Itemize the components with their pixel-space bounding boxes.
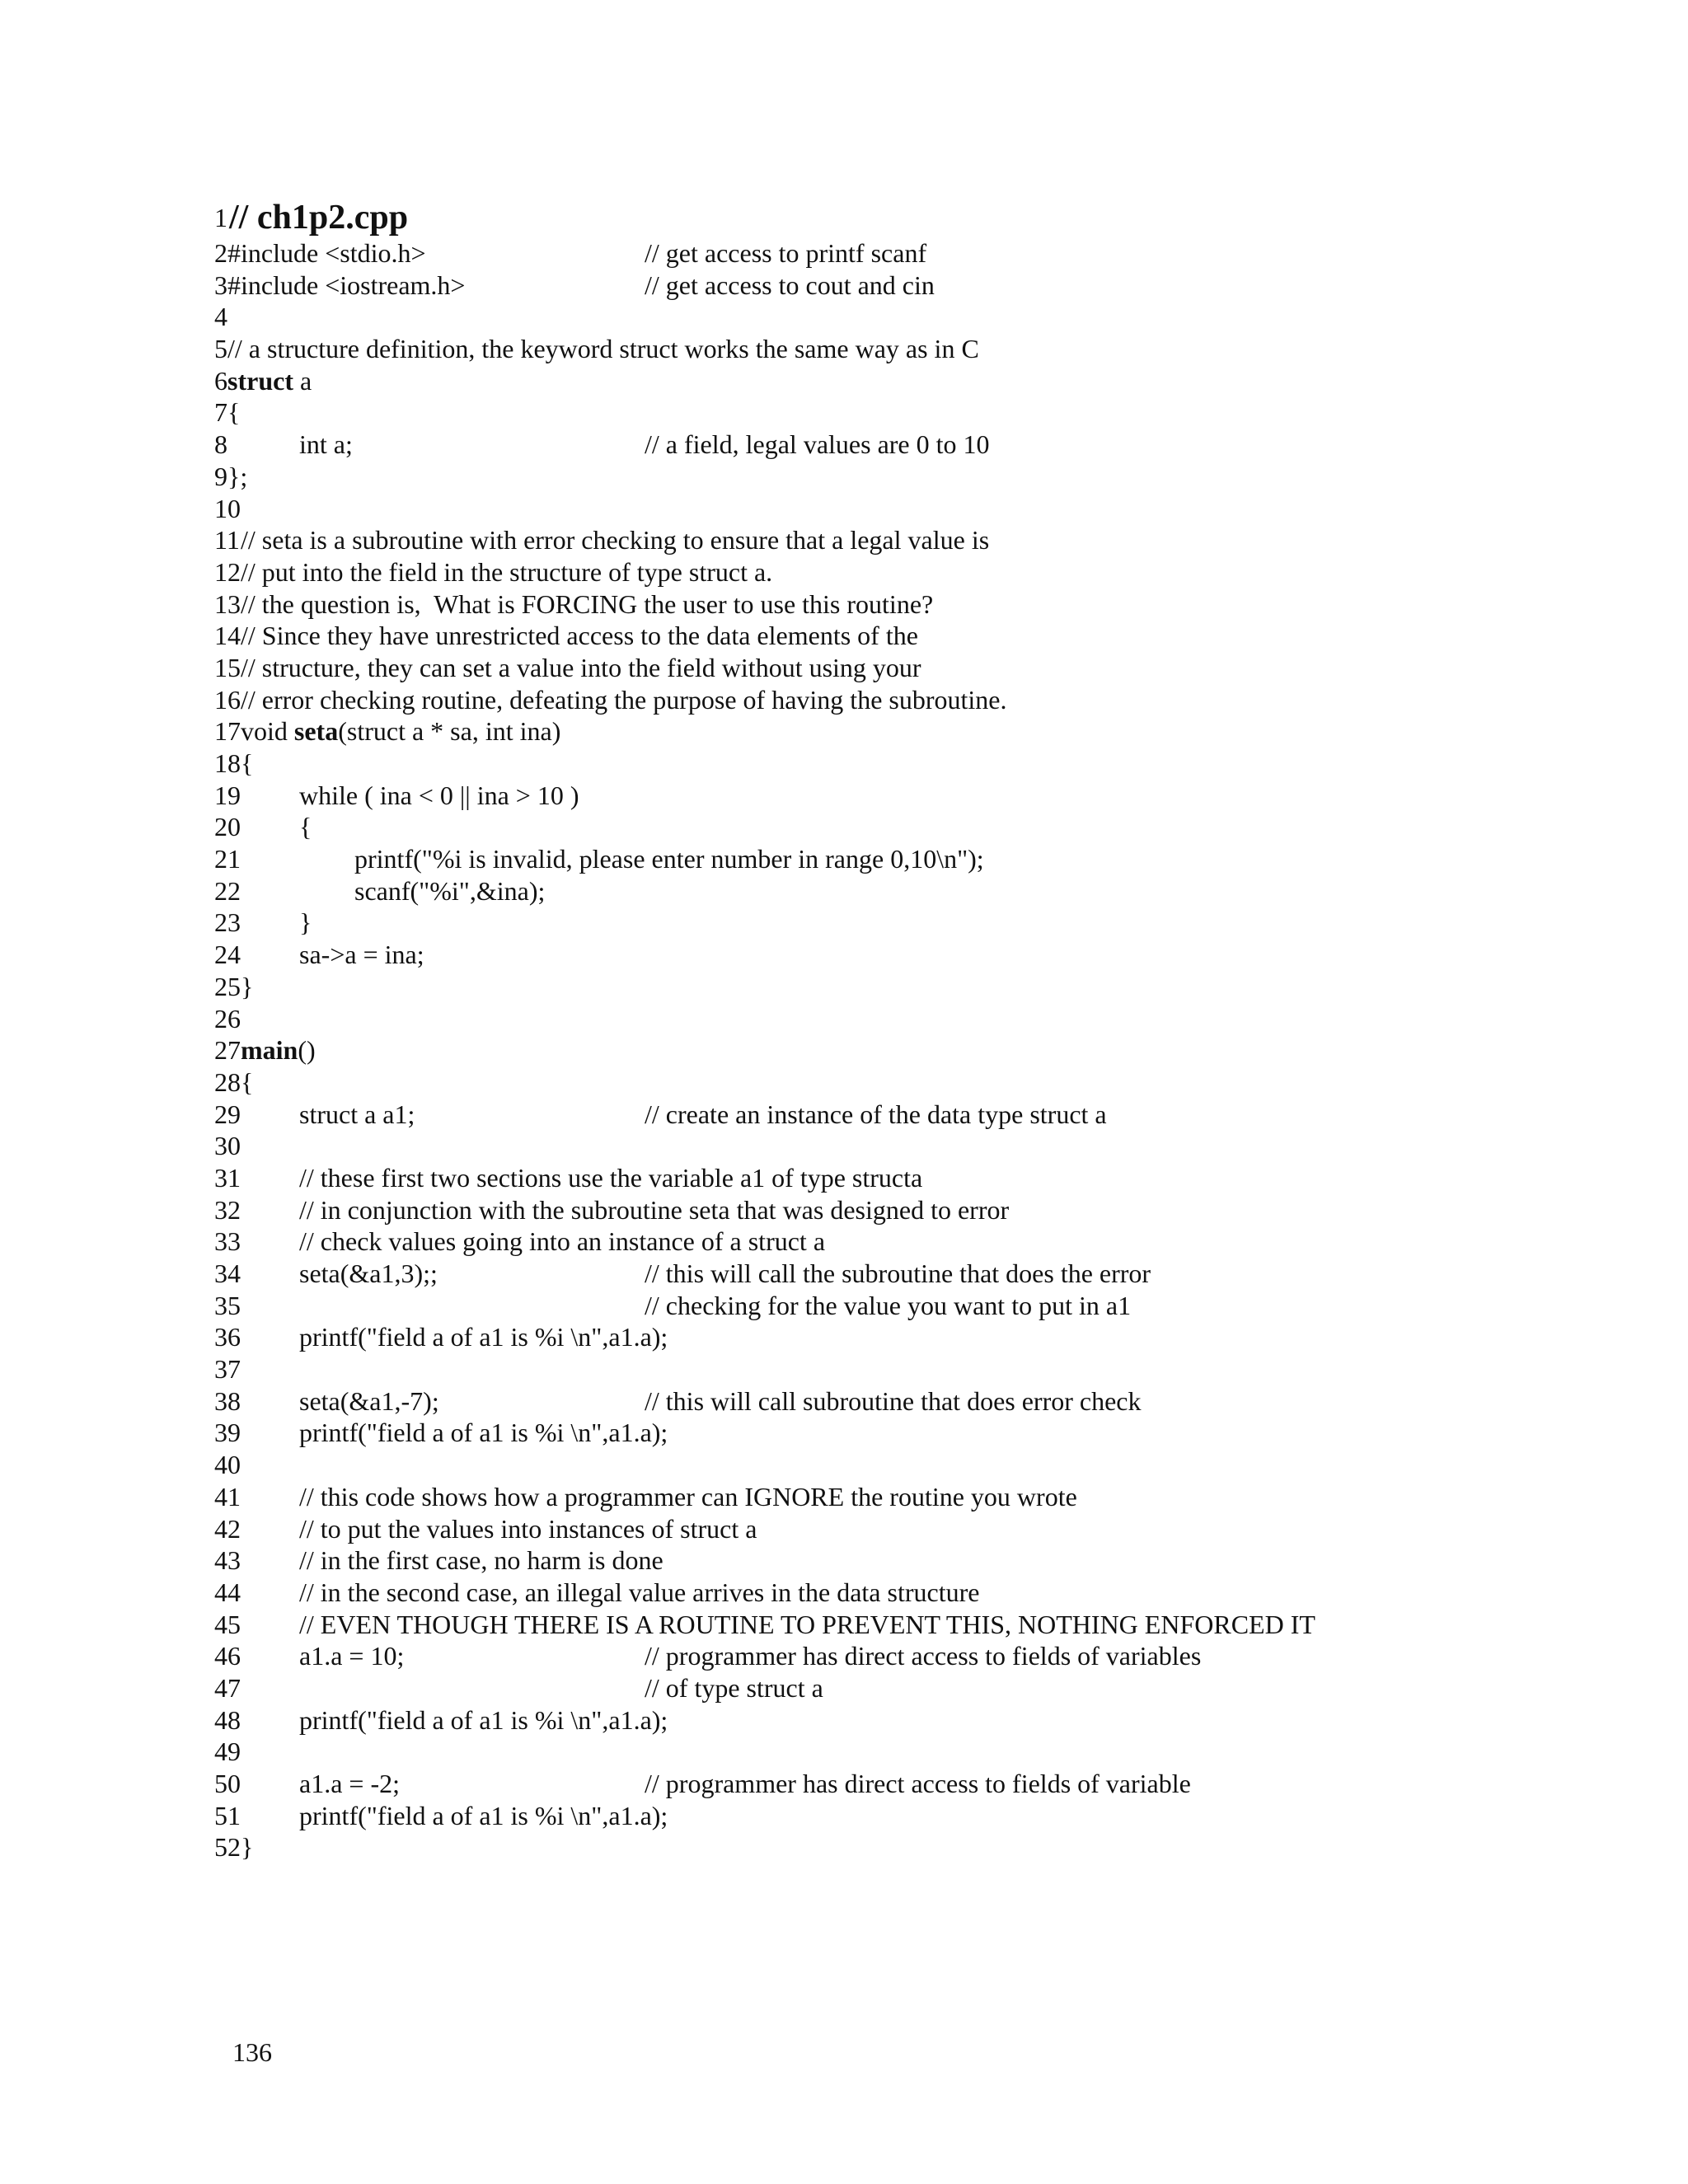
code-line xyxy=(214,1321,1648,1353)
code-line xyxy=(214,237,1648,269)
code-line xyxy=(214,429,1648,461)
code-line xyxy=(214,1226,1648,1258)
line-number: 21 xyxy=(214,844,241,874)
code-text: // this code shows how a programmer can IGNORE the routine you wrote xyxy=(299,1481,1077,1511)
code-line xyxy=(214,1449,1648,1481)
line-number: 15 xyxy=(214,652,241,682)
code-line xyxy=(214,461,1648,493)
line-number: 26 xyxy=(214,1003,241,1033)
code-line xyxy=(214,620,1648,652)
code-line xyxy=(214,198,1648,237)
code-line xyxy=(214,1609,1648,1641)
line-number: 41 xyxy=(214,1481,241,1511)
code-line xyxy=(214,748,1648,780)
line-number: 40 xyxy=(214,1450,241,1480)
code-listing xyxy=(214,198,1648,1863)
line-number: 43 xyxy=(214,1545,241,1576)
line-number: 4 xyxy=(214,302,227,332)
line-number: 50 xyxy=(214,1769,241,1798)
line-number: 17 xyxy=(214,716,241,747)
code-text: // Since they have unrestricted access to the data elements of the xyxy=(241,621,918,651)
code-comment: // of type struct a xyxy=(645,1672,823,1703)
code-line xyxy=(214,493,1648,525)
line-number: 12 xyxy=(214,556,241,587)
line-number: 5 xyxy=(214,334,227,364)
code-text: { xyxy=(227,397,241,428)
code-line xyxy=(214,269,1648,302)
code-line xyxy=(214,1736,1648,1768)
code-line xyxy=(214,1034,1648,1066)
page-number: 136 xyxy=(232,2037,272,2067)
code-line xyxy=(214,1704,1648,1736)
code-text: // seta is a subroutine with error checking to ensure that a legal value is xyxy=(241,525,990,555)
code-line xyxy=(214,1481,1648,1513)
line-number: 29 xyxy=(214,1099,241,1129)
line-number: 2 xyxy=(214,238,227,268)
code-text: { xyxy=(241,1066,254,1097)
code-text xyxy=(241,715,560,748)
code-line xyxy=(214,1130,1648,1162)
code-line xyxy=(214,1003,1648,1035)
code-comment: // programmer has direct access to fields of variables xyxy=(645,1641,1202,1671)
line-number: 10 xyxy=(214,493,241,523)
line-number: 34 xyxy=(214,1258,241,1288)
code-line xyxy=(214,875,1648,907)
code-text: { xyxy=(241,748,254,778)
code-comment: // this will call the subroutine that does the error xyxy=(645,1258,1151,1288)
line-number: 1 xyxy=(214,203,227,232)
code-line xyxy=(214,939,1648,971)
code-text: printf("field a of a1 is %i \n",a1.a); xyxy=(299,1418,668,1448)
code-text: // in the second case, an illegal value arrives in the data structure xyxy=(299,1577,980,1607)
code-keyword: seta xyxy=(293,716,339,747)
code-line xyxy=(214,1577,1648,1609)
line-number: 33 xyxy=(214,1226,241,1257)
code-text: // these first two sections use the variable a1 of type structa xyxy=(299,1162,923,1193)
code-text xyxy=(227,365,312,397)
code-text: while ( ina < 0 || ina > 10 ) xyxy=(299,780,579,810)
code-text: #include <stdio.h> xyxy=(227,238,426,268)
line-number: 16 xyxy=(214,684,241,715)
code-line xyxy=(214,301,1648,333)
code-text-rest: a xyxy=(293,365,312,396)
line-number: 28 xyxy=(214,1066,241,1097)
code-text: #include <iostream.h> xyxy=(227,269,466,300)
code-comment: // checking for the value you want to put in a1 xyxy=(645,1290,1132,1320)
code-text-prefix: void xyxy=(241,716,294,747)
code-text: // error checking routine, defeating the purpose of having the subroutine. xyxy=(241,684,1007,715)
code-line xyxy=(214,780,1648,812)
file-title: // ch1p2.cpp xyxy=(229,199,409,237)
code-comment: // get access to printf scanf xyxy=(645,238,927,268)
line-number: 52 xyxy=(214,1832,241,1863)
line-number: 46 xyxy=(214,1641,241,1671)
code-line xyxy=(214,1194,1648,1226)
code-line xyxy=(214,715,1648,748)
code-text: // check values going into an instance of a struct a xyxy=(299,1226,826,1257)
code-text: // the question is, What is FORCING the user to use this routine? xyxy=(241,588,934,619)
line-number: 37 xyxy=(214,1354,241,1385)
line-number: 48 xyxy=(214,1704,241,1735)
code-comment: // this will call subroutine that does error check xyxy=(645,1385,1142,1416)
code-text: // a structure definition, the keyword struct works the same way as in C xyxy=(227,334,979,364)
code-text: // in conjunction with the subroutine seta that was designed to error xyxy=(299,1194,1010,1225)
line-number: 44 xyxy=(214,1577,241,1607)
code-line xyxy=(214,365,1648,397)
code-text: printf("field a of a1 is %i \n",a1.a); xyxy=(299,1704,668,1735)
code-line xyxy=(214,1417,1648,1449)
code-comment: // programmer has direct access to fields of variable xyxy=(645,1769,1191,1798)
code-lines xyxy=(214,237,1648,1863)
line-number: 51 xyxy=(214,1800,241,1830)
code-text: // EVEN THOUGH THERE IS A ROUTINE TO PREVENT THIS, NOTHING ENFORCED IT xyxy=(299,1609,1315,1639)
code-text: // in the first case, no harm is done xyxy=(299,1545,663,1576)
line-number: 9 xyxy=(214,461,227,491)
code-text: } xyxy=(299,907,312,938)
code-text: printf("field a of a1 is %i \n",a1.a); xyxy=(299,1800,668,1830)
code-text: } xyxy=(241,1832,254,1863)
line-number: 20 xyxy=(214,812,241,842)
code-text: seta(&a1,3);; xyxy=(299,1258,438,1288)
code-text: int a; xyxy=(299,429,353,460)
code-text xyxy=(241,1034,316,1066)
code-line xyxy=(214,524,1648,556)
line-number: 32 xyxy=(214,1194,241,1225)
code-line xyxy=(214,907,1648,939)
code-keyword: struct xyxy=(227,365,293,396)
line-number: 13 xyxy=(214,588,241,619)
code-text: // structure, they can set a value into the field without using your xyxy=(241,652,921,682)
code-line xyxy=(214,588,1648,621)
code-text: { xyxy=(299,812,312,842)
line-number: 39 xyxy=(214,1418,241,1448)
code-text: struct a a1; xyxy=(299,1099,415,1129)
line-number: 7 xyxy=(214,397,227,428)
code-line xyxy=(214,1768,1648,1800)
line-number: 25 xyxy=(214,971,241,1001)
code-text: seta(&a1,-7); xyxy=(299,1385,439,1416)
line-number: 42 xyxy=(214,1513,241,1544)
line-number: 27 xyxy=(214,1035,241,1066)
line-number: 49 xyxy=(214,1736,241,1767)
code-text: // to put the values into instances of struct a xyxy=(299,1513,757,1544)
code-line xyxy=(214,1258,1648,1290)
line-number: 47 xyxy=(214,1672,241,1703)
code-text-rest: (struct a * sa, int ina) xyxy=(338,716,561,747)
code-text: } xyxy=(241,971,254,1001)
code-text: printf("field a of a1 is %i \n",a1.a); xyxy=(299,1322,668,1352)
line-number: 24 xyxy=(214,940,241,970)
code-comment: // create an instance of the data type struct a xyxy=(645,1099,1107,1129)
line-number: 8 xyxy=(214,429,227,460)
code-text: scanf("%i",&ina); xyxy=(354,875,546,906)
line-number: 38 xyxy=(214,1385,241,1416)
code-line xyxy=(214,652,1648,684)
code-comment: // get access to cout and cin xyxy=(645,269,935,300)
line-number: 14 xyxy=(214,621,241,651)
code-line xyxy=(214,1640,1648,1672)
line-number: 18 xyxy=(214,748,241,778)
code-text: a1.a = -2; xyxy=(299,1769,400,1798)
code-line xyxy=(214,971,1648,1003)
code-text: sa->a = ina; xyxy=(299,940,424,970)
code-line xyxy=(214,1385,1648,1418)
line-number: 35 xyxy=(214,1290,241,1320)
code-line xyxy=(214,1800,1648,1832)
code-line xyxy=(214,811,1648,843)
line-number: 23 xyxy=(214,907,241,938)
code-line xyxy=(214,684,1648,716)
code-text: printf("%i is invalid, please enter number in range 0,10\n"); xyxy=(354,844,984,874)
code-line xyxy=(214,1066,1648,1099)
line-number: 3 xyxy=(214,269,227,300)
line-number: 31 xyxy=(214,1162,241,1193)
code-text: // put into the field in the structure of type struct a. xyxy=(241,556,773,587)
line-number: 19 xyxy=(214,780,241,810)
line-number: 22 xyxy=(214,875,241,906)
line-number: 11 xyxy=(214,525,240,555)
code-keyword: main xyxy=(241,1035,298,1066)
code-line xyxy=(214,843,1648,875)
code-line xyxy=(214,1672,1648,1704)
line-number: 36 xyxy=(214,1322,241,1352)
code-line xyxy=(214,1099,1648,1131)
code-line xyxy=(214,333,1648,365)
code-line xyxy=(214,556,1648,588)
code-line xyxy=(214,1353,1648,1385)
code-line xyxy=(214,1290,1648,1322)
line-number: 6 xyxy=(214,365,227,396)
code-comment: // a field, legal values are 0 to 10 xyxy=(645,429,990,460)
code-line xyxy=(214,1513,1648,1545)
code-line xyxy=(214,1544,1648,1577)
line-number: 45 xyxy=(214,1609,241,1639)
code-text: }; xyxy=(227,461,248,491)
code-line xyxy=(214,1831,1648,1863)
code-text-rest: () xyxy=(298,1035,316,1066)
code-text: a1.a = 10; xyxy=(299,1641,405,1671)
code-line xyxy=(214,396,1648,429)
code-line xyxy=(214,1162,1648,1194)
line-number: 30 xyxy=(214,1131,241,1161)
